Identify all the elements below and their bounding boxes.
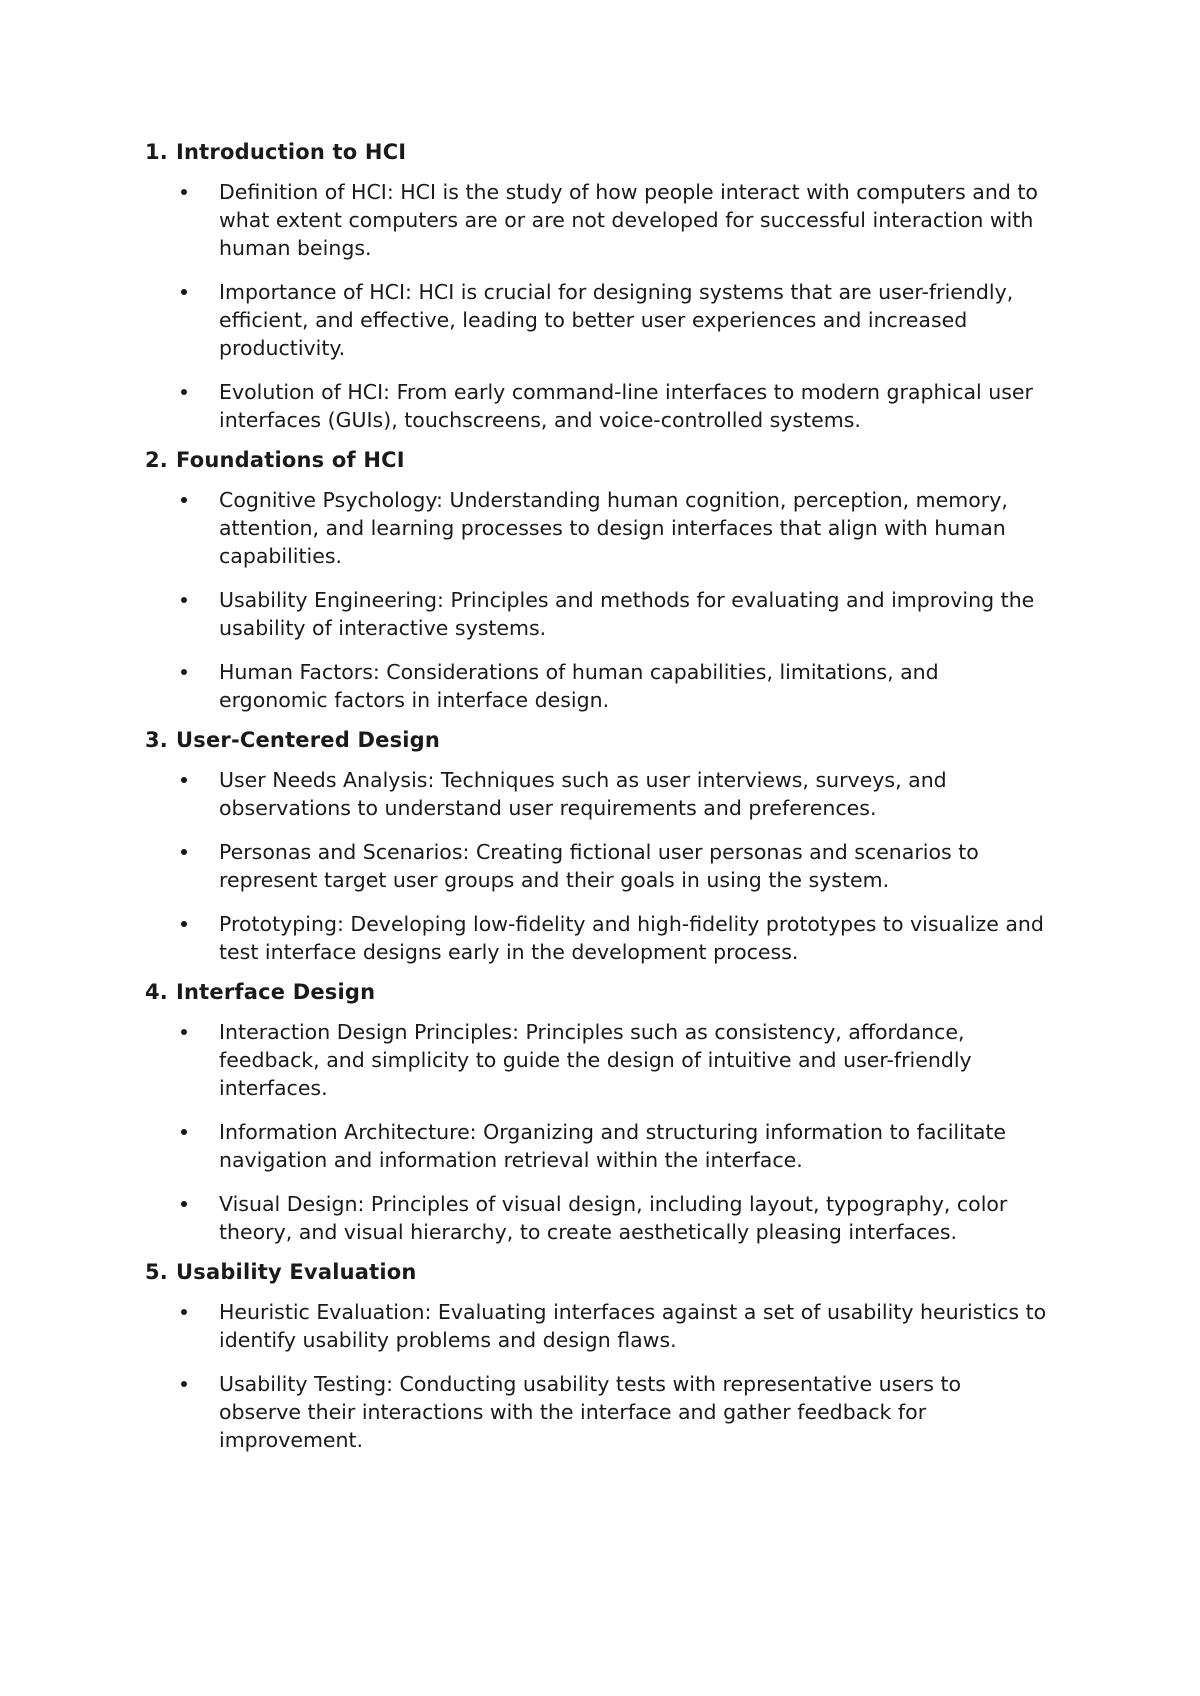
list-item [145, 838, 1065, 894]
list-item [145, 1298, 1065, 1354]
section-number: 2. [145, 448, 168, 472]
section-user-centered-design [145, 726, 1065, 966]
section-title: Usability Evaluation [176, 1260, 417, 1284]
list-item [145, 178, 1065, 262]
list-item [145, 278, 1065, 362]
list-item [145, 658, 1065, 714]
list-item-text: User Needs Analysis: Techniques such as user interviews, surveys, and observations to understand user requirements and preferences. [219, 768, 947, 820]
section-heading [145, 1258, 1065, 1286]
bullet-list [145, 486, 1065, 714]
section-title: Introduction to HCI [176, 140, 407, 164]
section-heading [145, 978, 1065, 1006]
bullet-list [145, 178, 1065, 434]
section-title: Interface Design [176, 980, 376, 1004]
section-introduction [145, 138, 1065, 434]
section-number: 5. [145, 1260, 168, 1284]
list-item-text: Definition of HCI: HCI is the study of how people interact with computers and to what extent computers are or are not developed for successful interaction with human beings. [219, 180, 1038, 260]
section-title: User-Centered Design [176, 728, 441, 752]
list-item [145, 910, 1065, 966]
list-item-text: Personas and Scenarios: Creating fictional user personas and scenarios to represent target user groups and their goals in using the system. [219, 840, 979, 892]
bullet-list [145, 766, 1065, 966]
section-title: Foundations of HCI [176, 448, 405, 472]
section-interface-design [145, 978, 1065, 1246]
section-number: 3. [145, 728, 168, 752]
list-item-text: Cognitive Psychology: Understanding human cognition, perception, memory, attention, and learning processes to design interfaces that align with human capabilities. [219, 488, 1008, 568]
list-item-text: Usability Engineering: Principles and methods for evaluating and improving the usability of interactive systems. [219, 588, 1035, 640]
section-heading [145, 446, 1065, 474]
section-heading [145, 138, 1065, 166]
list-item [145, 1370, 1065, 1454]
list-item [145, 378, 1065, 434]
section-foundations [145, 446, 1065, 714]
section-number: 4. [145, 980, 168, 1004]
list-item-text: Interaction Design Principles: Principles such as consistency, affordance, feedback, and simplicity to guide the design of intuitive and user-friendly interfaces. [219, 1020, 972, 1100]
list-item-text: Heuristic Evaluation: Evaluating interfaces against a set of usability heuristics to identify usability problems and design flaws. [219, 1300, 1047, 1352]
list-item [145, 1118, 1065, 1174]
section-number: 1. [145, 140, 168, 164]
list-item [145, 586, 1065, 642]
bullet-list [145, 1298, 1065, 1454]
list-item-text: Visual Design: Principles of visual design, including layout, typography, color theory, and visual hierarchy, to create aesthetically pleasing interfaces. [219, 1192, 1008, 1244]
section-heading [145, 726, 1065, 754]
bullet-list [145, 1018, 1065, 1246]
list-item-text: Human Factors: Considerations of human capabilities, limitations, and ergonomic factors in interface design. [219, 660, 939, 712]
list-item-text: Usability Testing: Conducting usability tests with representative users to observe their interactions with the interface and gather feedback for improvement. [219, 1372, 962, 1452]
list-item [145, 1018, 1065, 1102]
section-usability-evaluation [145, 1258, 1065, 1454]
list-item [145, 1190, 1065, 1246]
list-item-text: Evolution of HCI: From early command-line interfaces to modern graphical user interfaces (GUIs), touchscreens, and voice-controlled systems. [219, 380, 1033, 432]
list-item-text: Information Architecture: Organizing and structuring information to facilitate navigation and information retrieval within the interface. [219, 1120, 1007, 1172]
list-item [145, 766, 1065, 822]
list-item [145, 486, 1065, 570]
document-page [145, 138, 1065, 1466]
list-item-text: Prototyping: Developing low-fidelity and high-fidelity prototypes to visualize and test interface designs early in the development process. [219, 912, 1044, 964]
list-item-text: Importance of HCI: HCI is crucial for designing systems that are user-friendly, efficient, and effective, leading to better user experiences and increased productivity. [219, 280, 1014, 360]
